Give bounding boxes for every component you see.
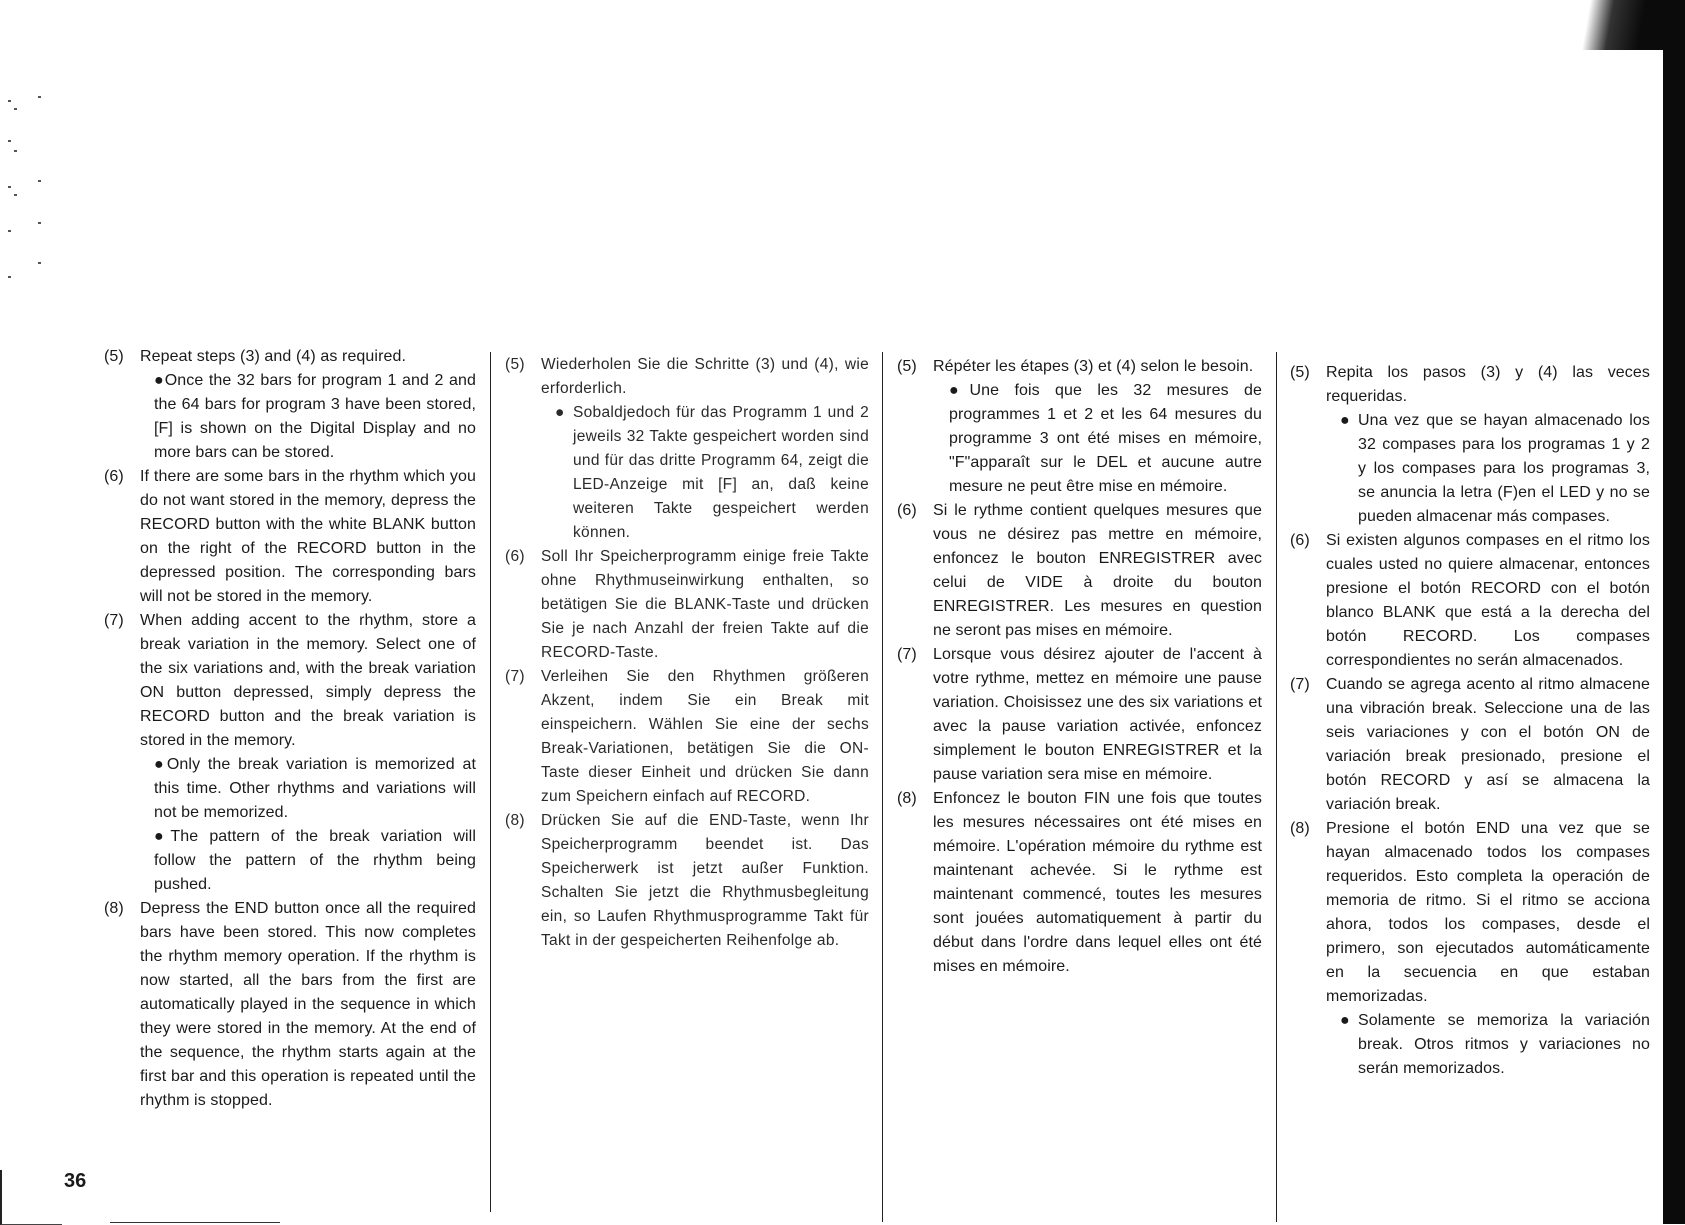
bottom-rule <box>110 1222 280 1223</box>
step-7 <box>505 665 869 809</box>
step-text: Si le rythme contient quelques mesures que vous ne désirez pas mettre en mémoire, enfoncez le bouton ENREGISTRER avec celui de VIDE à droite du bouton ENREGISTRER. Les mesures en question ne seront pas mises en mémoire. <box>933 502 1262 639</box>
step-8 <box>897 787 1262 979</box>
step-text: Répéter les étapes (3) et (4) selon le besoin. <box>933 358 1254 375</box>
step-6 <box>104 465 476 609</box>
note <box>551 401 869 545</box>
step-number: (6) <box>1290 532 1310 549</box>
step-number: (5) <box>1290 364 1310 381</box>
step-number: (8) <box>1290 820 1310 837</box>
step-number: (5) <box>505 356 525 373</box>
step-text: When adding accent to the rhythm, store a break variation in the memory. Select one of the six variations and, with the break variation ON button depressed, simply depress the RECORD button and the break variation is stored in the memory. <box>140 612 476 749</box>
scan-artifact <box>14 194 17 196</box>
note-text: ●The pattern of the break variation will follow the pattern of the rhythm being pushed. <box>154 828 476 893</box>
scan-artifact <box>8 100 11 102</box>
note-text: ●Once the 32 bars for program 1 and 2 and the 64 bars for program 3 have been stored, [F] is shown on the Digital Display and no more bars can be stored. <box>154 372 476 461</box>
step-8 <box>104 897 476 1113</box>
step-8 <box>1290 817 1650 1009</box>
step-number: (7) <box>1290 676 1310 693</box>
step-number: (8) <box>505 812 525 829</box>
page-number: 36 <box>64 1170 87 1192</box>
column-divider <box>1276 352 1277 1222</box>
note-text: Una vez que se hayan almacenado los 32 compases para los programas 1 y 2 y los compases para los programas 3, se anuncia la letra (F)en el LED y no se pueden almacenar más compases. <box>1358 412 1650 525</box>
step-7 <box>1290 673 1650 817</box>
scan-artifact <box>8 186 11 188</box>
step-text: Lorsque vous désirez ajouter de l'accent à votre rythme, mettez en mémoire une pause variation. Choisissez une des six variations et avec la pause variation activée, enfoncez simplement le bouton ENREGISTRER et la pause variation sera mise en mémoire. <box>933 646 1262 783</box>
column-german <box>505 353 869 953</box>
step-number: (6) <box>104 468 124 485</box>
note-text: Sobaldjedoch für das Programm 1 und 2 jeweils 32 Takte gespeichert worden sind und für das dritte Programm 64, zeigt die LED-Anzeige mit [F] an, daß keine weiteren Takte gespeichert werden können. <box>573 404 869 541</box>
step-number: (8) <box>104 900 124 917</box>
note-text: ●Une fois que les 32 mesures de programmes 1 et 2 et les 64 mesures du programme 3 ont été mises en mémoire, "F"apparaît sur le DEL et aucune autre mesure ne peut être mise en mémoire. <box>949 382 1262 495</box>
column-french <box>897 355 1262 979</box>
step-text: Wiederholen Sie die Schritte (3) und (4), wie erforderlich. <box>541 356 869 397</box>
step-text: Si existen algunos compases en el ritmo los cuales usted no quiere almacenar, entonces presione el botón RECORD con el botón blanco BLANK que está a la derecha del botón RECORD. Los compases correspondientes no serán almacenados. <box>1326 532 1650 669</box>
scan-artifact <box>14 150 17 152</box>
note <box>1336 409 1650 529</box>
step-5 <box>505 353 869 401</box>
scan-artifact <box>38 222 41 224</box>
column-divider <box>490 352 491 1212</box>
scan-artifact <box>14 108 17 110</box>
column-spanish <box>1290 361 1650 1081</box>
step-number: (7) <box>104 612 124 629</box>
bullet-icon: ● <box>555 404 565 421</box>
note <box>1336 1009 1650 1081</box>
scan-artifact <box>38 180 41 182</box>
step-7-note <box>104 825 476 897</box>
column-divider <box>882 352 883 1222</box>
page-corner-mark <box>0 1170 62 1225</box>
step-number: (7) <box>897 646 917 663</box>
scan-edge-bar <box>1663 0 1685 1224</box>
step-number: (6) <box>897 502 917 519</box>
step-6 <box>1290 529 1650 673</box>
step-8-note <box>1290 1009 1650 1081</box>
step-5 <box>897 355 1262 379</box>
column-english <box>104 345 476 1113</box>
step-5 <box>1290 361 1650 409</box>
step-text: Enfoncez le bouton FIN une fois que toutes les mesures nécessaires ont été mises en mémoire. L'opération mémoire du rythme est maintenant achevée. Si le rythme est maintenant commencé, toutes les mesures sont jouées automatiquement à partir du début dans l'ordre dans lequel elles ont été mises en mémoire. <box>933 790 1262 975</box>
scan-artifact <box>8 276 11 278</box>
scan-artifact <box>8 230 11 232</box>
step-text: Soll Ihr Speicherprogramm einige freie Takte ohne Rhythmuseinwirkung enthalten, so betätigen Sie die BLANK-Taste und drücken Sie je nach Anzahl der freien Takte auf die RECORD-Taste. <box>541 548 869 661</box>
step-number: (5) <box>897 358 917 375</box>
step-number: (6) <box>505 548 525 565</box>
step-5 <box>104 345 476 369</box>
step-5-note <box>897 379 1262 499</box>
step-number: (7) <box>505 668 525 685</box>
step-8 <box>505 809 869 953</box>
scan-artifact <box>38 262 41 264</box>
step-5-note <box>1290 409 1650 529</box>
note-text: ●Only the break variation is memorized at this time. Other rhythms and variations will not be memorized. <box>154 756 476 821</box>
step-text: Presione el botón END una vez que se hayan almacenado todos los compases requeridos. Esto completa la operación de memoria de ritmo. Si el ritmo se acciona ahora, todos los compases, desde el primero, son ejecutados automáticamente en la secuencia en que estaban memorizadas. <box>1326 820 1650 1005</box>
step-text: Cuando se agrega acento al ritmo almacene una vibración break. Seleccione una de las seis variaciones y con el botón ON de variación break presionado, presione el botón RECORD y así se almacena la variación break. <box>1326 676 1650 813</box>
step-text: Depress the END button once all the required bars have been stored. This now completes the rhythm memory operation. If the rhythm is now started, all the bars from the first are automatically played in the sequence in which they were stored in the memory. At the end of the sequence, the rhythm starts again at the first bar and this operation is repeated until the rhythm is stopped. <box>140 900 476 1109</box>
bullet-icon: ● <box>1340 412 1350 429</box>
step-text: Drücken Sie auf die END-Taste, wenn Ihr Speicherprogramm beendet ist. Das Speicherwerk ist jetzt außer Funktion. Schalten Sie jetzt die Rhythmusbegleitung ein, so Laufen Rhythmusprogramme Takt für Takt in der gespeicherten Reihenfolge ab. <box>541 812 869 949</box>
step-7-note <box>104 753 476 825</box>
step-number: (5) <box>104 348 124 365</box>
step-5-note <box>104 369 476 465</box>
step-5-note <box>505 401 869 545</box>
bullet-icon: ● <box>1340 1012 1350 1029</box>
step-text: Verleihen Sie den Rhythmen größeren Akzent, indem Sie ein Break mit einspeichern. Wählen Sie eine der sechs Break-Variationen, betätigen Sie die ON-Taste dieser Einheit und drücken Sie dann zum Speichern einfach auf RECORD. <box>541 668 869 805</box>
step-6 <box>897 499 1262 643</box>
step-text: If there are some bars in the rhythm which you do not want stored in the memory, depress the RECORD button with the white BLANK button on the right of the RECORD button in the depressed position. The corresponding bars will not be stored in the memory. <box>140 468 476 605</box>
note-text: Solamente se memoriza la variación break. Otros ritmos y variaciones no serán memorizados. <box>1358 1012 1650 1077</box>
step-6 <box>505 545 869 665</box>
scan-artifact <box>38 96 41 98</box>
step-number: (8) <box>897 790 917 807</box>
step-7 <box>104 609 476 753</box>
step-text: Repeat steps (3) and (4) as required. <box>140 348 407 365</box>
step-text: Repita los pasos (3) y (4) las veces requeridas. <box>1326 364 1650 405</box>
scan-artifact <box>8 140 11 142</box>
step-7 <box>897 643 1262 787</box>
